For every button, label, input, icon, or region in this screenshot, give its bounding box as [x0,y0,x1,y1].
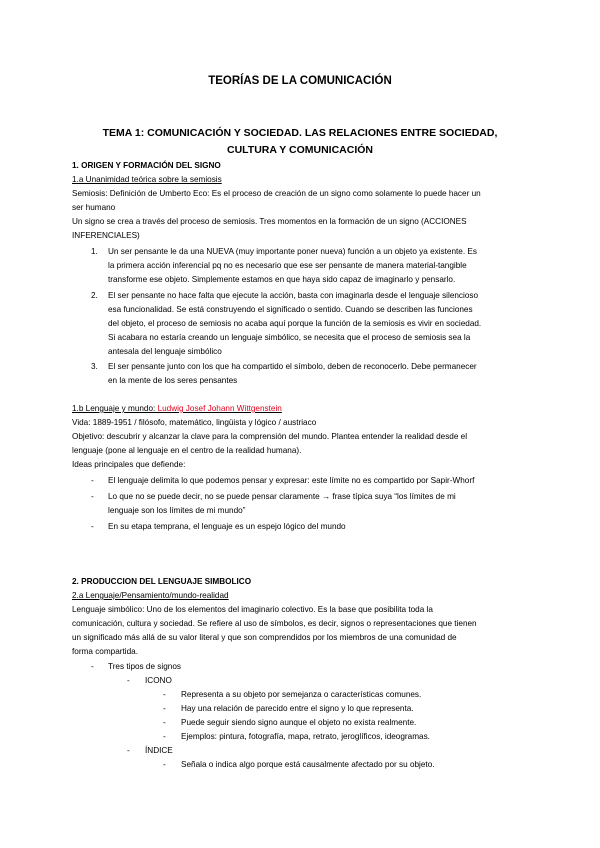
icono-item-3: Puede seguir siendo signo aunque el objeto no exista realmente. [181,718,417,727]
subsection-1b-heading [72,402,282,416]
icono-item-4: Ejemplos: pintura, fotografía, mapa, retrato, jeroglíficos, ideogramas. [181,732,430,741]
idea-3-line-1: En su etapa temprana, el lenguaje es un espejo lógico del mundo [108,522,346,531]
idea-2-line-2: lenguaje son los límites de mi mundo” [108,506,246,515]
item-2-line-4: Si acabara no estaría creando un lenguaje simbólico, se necesita que el proceso de semiosis sea la [108,333,471,342]
bullet-dash: - [163,718,166,727]
subsection-1b-label: 1.b Lenguaje y mundo: [72,404,158,413]
item-1-line-3: transforme ese objeto. Simplemente estamos en que haya sido capaz de imaginarlo y pensarlo. [108,275,456,284]
vida-line: Vida: 1889-1951 / filósofo, matemático, lingüista y lógico / austriaco [72,418,317,427]
tipos-label: Tres tipos de signos [108,662,181,671]
section-2-heading: 2. PRODUCCION DEL LENGUAJE SIMBOLICO [72,577,252,586]
para-line-4: forma compartida. [72,647,138,656]
icono-item-1: Representa a su objeto por semejanza o características comunes. [181,690,422,699]
semiosis-line-1: Semiosis: Definición de Umberto Eco: Es el proceso de creación de un signo como solamente lo puede hacer un [72,189,481,198]
item-3-line-2: en la mente de los seres pensantes [108,376,238,385]
icono-label: ICONO [145,676,172,685]
subsection-2a-heading: 2.a Lenguaje/Pensamiento/mundo-realidad [72,591,229,600]
bullet-dash: - [127,746,130,755]
list-number-1: 1. [91,247,98,256]
item-1-line-2: la primera acción inferencial pq no es necesario que ese ser pensante de manera material-tangible [108,261,467,270]
semiosis-line-2: ser humano [72,203,116,212]
idea-2-line-1: Lo que no se puede decir, no se puede pensar claramente → frase típica suya “los límites de mi [108,492,456,501]
wittgenstein-name: Ludwig Josef Johann Wittgenstein [157,404,282,413]
para-line-3: un significado más allá de su valor literal y que son comprendidos por los miembros de una comunidad de [72,633,457,642]
item-1-line-1: Un ser pensante le da una NUEVA (muy importante poner nueva) función a un objeto ya existente. Es [108,247,477,256]
bullet-dash: - [163,760,166,769]
objetivo-line-1: Objetivo: descubrir y alcanzar la clave para la comprensión del mundo. Plantea entender la realidad desde el [72,432,468,441]
subsection-1a-heading: 1.a Unanimidad teórica sobre la semiosis [72,175,222,184]
tema-heading: TEMA 1: COMUNICACIÓN Y SOCIEDAD. LAS RELACIONES ENTRE SOCIEDAD, CULTURA Y COMUNICACIÓN [102,127,498,156]
item-3-line-1: El ser pensante junto con los que ha compartido el símbolo, deben de reconocerlo. Debe permanecer [108,362,477,371]
ideas-label: Ideas principales que defiende: [72,460,186,469]
bullet-dash: - [91,476,94,485]
para-line-1: Lenguaje simbólico: Uno de los elementos del imaginario colectivo. Es la base que posibilita toda la [72,605,433,614]
signo-line-2: INFERENCIALES) [72,231,140,240]
bullet-dash: - [163,732,166,741]
item-2-line-2: esa funcionalidad. Se está construyendo el significado o sentido. Cuando se describen las funciones [108,305,473,314]
icono-item-2: Hay una relación de parecido entre el signo y lo que representa. [181,704,414,713]
signo-line-1: Un signo se crea a través del proceso de semiosis. Tres momentos en la formación de un signo (ACCIONES [72,217,467,226]
indice-item-1: Señala o indica algo porque está causalmente afectado por su objeto. [181,760,435,769]
bullet-dash: - [91,492,94,501]
bullet-dash: - [91,522,94,531]
bullet-dash: - [127,676,130,685]
bullet-dash: - [163,690,166,699]
section-1-heading: 1. ORIGEN Y FORMACIÓN DEL SIGNO [72,161,221,170]
indice-label: ÍNDICE [145,746,173,755]
bullet-dash: - [163,704,166,713]
bullet-dash: - [91,662,94,671]
para-line-2: comunicación, cultura y sociedad. Se refiere al uso de símbolos, es decir, signos o representaciones que tienen [72,619,477,628]
document-title: TEORÍAS DE LA COMUNICACIÓN [208,75,392,87]
item-2-line-1: El ser pensante no hace falta que ejecute la acción, basta con imaginarla desde el lenguaje silencioso [108,291,479,300]
item-2-line-3: del objeto, el proceso de semiosis no acaba aquí porque la función de la semiosis es vivir en sociedad. [108,319,482,328]
list-number-3: 3. [91,362,98,371]
objetivo-line-2: lenguaje (pone al lenguaje en el centro de la realidad humana). [72,446,302,455]
item-2-line-5: antesala del lenguaje simbólico [108,347,222,356]
idea-1-line-1: El lenguaje delimita lo que podemos pensar y expresar: este límite no es compartido por Sapir-Whorf [108,476,475,485]
list-number-2: 2. [91,291,98,300]
